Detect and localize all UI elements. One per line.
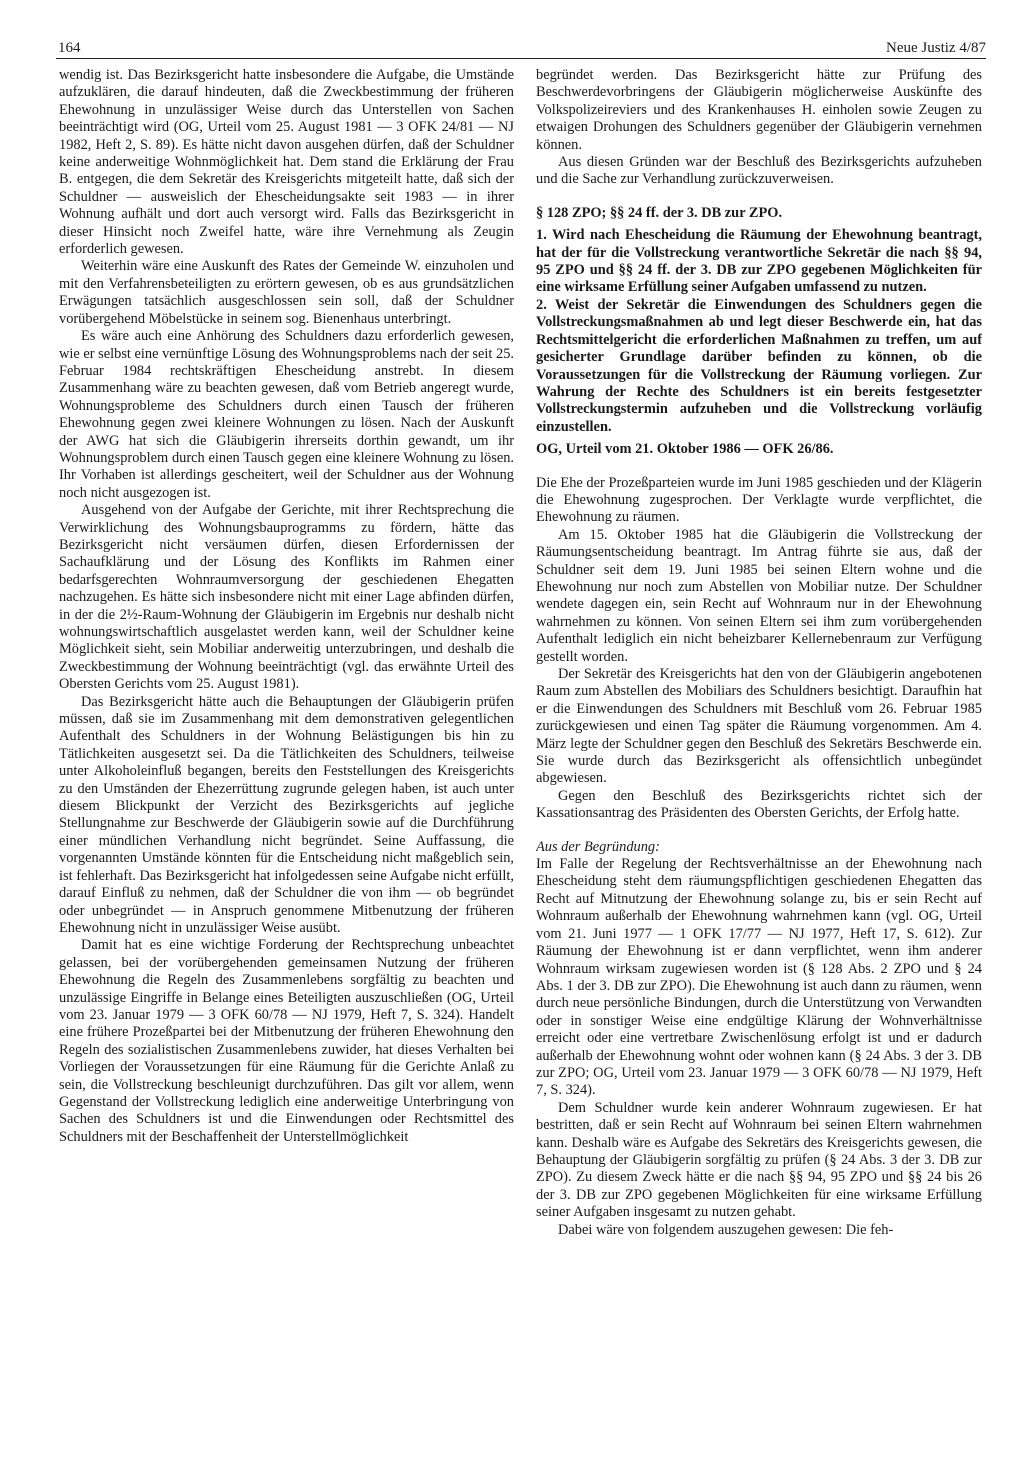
right-column <box>536 67 982 1445</box>
facts-paragraph: Gegen den Beschluß des Bezirksgerichts richtet sich der Kassationsantrag des Präsidenten des Obersten Gerichts, der Erfolg hatte. <box>536 787 982 822</box>
lead-sentence-1: 1. Wird nach Ehescheidung die Räumung der Ehewohnung beantragt, hat der für die Vollstreckung verantwortliche Sekretär die nach §§ 94, 95 ZPO und §§ 24 ff. der 3. DB zur ZPO gegebenen Möglichkeiten für eine wirksame Erfüllung seiner Aufgaben umfassend zu nutzen. <box>536 227 982 296</box>
journal-issue: Neue Justiz 4/87 <box>886 40 986 56</box>
norm-reference: § 128 ZPO; §§ 24 ff. der 3. DB zur ZPO. <box>536 204 783 221</box>
facts-paragraph: Der Sekretär des Kreisgerichts hat den von der Gläubigerin angebotenen Raum zum Abstellen des Mobiliars des Schuldners besichtigt. Daraufhin hat er die Einwendungen des Schuldners mit Beschluß vom 26. Februar 1985 zurückgewiesen und einen Tag später die Räumung vorgenommen. Am 4. März legte der Schuldner gegen den Beschluß des Sekretärs Beschwerde ein. Sie wurde durch das Bezirksgericht als offensichtlich unbegündet abgewiesen. <box>536 666 982 787</box>
paragraph: Es wäre auch eine Anhörung des Schuldners dazu erforderlich gewesen, wie er selbst eine vernünftige Lösung des Wohnungsproblems nach der seit 25. Februar 1984 rechtskräftigen Ehescheidung anstrebt. In diesem Zusammenhang wäre zu beachten gewesen, daß vom Betrieb angeregt wurde, Wohnungsprobleme des Schuldners durch einen Tausch der früheren Ehewohnung gegen zwei kleinere Wohnungen zu lösen. Nach der Auskunft der AWG hat sich die Gläubigerin ihrerseits dorthin gewandt, um ihr Wohnungsproblem durch einen Tausch gegen eine kleinere Wohnung zu lösen. Ihr Vorhaben ist allerdings gescheitert, weil der Schuldner aus der Wohnung noch nicht ausgezogen ist. <box>59 328 514 501</box>
facts-paragraph: Die Ehe der Prozeßparteien wurde im Juni 1985 geschieden und der Klägerin die Ehewohnung zugesprochen. Der Verklagte wurde verpflichtet, die Ehewohnung zu räumen. <box>536 474 982 526</box>
decision-citation: OG, Urteil vom 21. Oktober 1986 — OFK 26/86. <box>536 441 834 458</box>
reasons-heading: Aus der Begründung: <box>536 838 660 855</box>
paragraph: Damit hat es eine wichtige Forderung der Rechtsprechung unbeachtet gelassen, bei der vorübergehenden gemeinsamen Nutzung der früheren Ehewohnung die Regeln des Zusammenlebens sorgfältig zu beachten und unzulässige Eingriffe in Belange eines Beteiligten auszuschließen (OG, Urteil vom 23. Januar 1979 — 3 OFK 60/78 — NJ 1979, Heft 7, S. 324). Handelt eine frühere Prozeßpartei bei der Mitbenutzung der früheren Ehewohnung den Regeln des sozialistischen Zusammenlebens zuwider, hat dieses Verhalten bei Vorliegen der Voraussetzungen für eine Räumung für die Gerichte Anlaß zu sein, die Vollstreckung beschleunigt durchzuführen. Das gilt vor allem, wenn Gegenstand der Vollstreckung lediglich eine anderweitige Unterbringung von Sachen des Schuldners ist und die Einwendungen oder Rechtsmittel des Schuldners mit der Beschaffenheit der Unterstellmöglichkeit <box>59 937 514 1145</box>
reasons-paragraph: Im Falle der Regelung der Rechtsverhältnisse an der Ehewohnung nach Ehescheidung steht dem räumungspflichtigen geschiedenen Ehegatten das Recht auf Mitnutzung der Ehewohnung solange zu, bis er sein Recht auf Wohnraum außerhalb der Ehewohnung wahrnehmen kann (vgl. OG, Urteil vom 21. Juni 1977 — 1 OFK 17/77 — NJ 1977, Heft 17, S. 612). Zur Räumung der Ehewohnung ist er dann verpflichtet, wenn ihm anderer Wohnraum wirksam zugewiesen worden ist (§ 128 Abs. 2 ZPO und § 24 Abs. 1 der 3. DB zur ZPO). Die Ehewohnung ist auch dann zu räumen, wenn durch neue persönliche Bindungen, durch die Unterstützung von Verwandten oder in sonstiger Weise eine endgültige Klärung der Wohnverhältnisse erreicht oder eine vertretbare Zwischenlösung erfolgt ist und er dadurch außerhalb der Ehewohnung wohnt oder wohnen kann (§ 24 Abs. 3 der 3. DB zur ZPO; OG, Urteil vom 23. Januar 1979 — 3 OFK 60/78 — NJ 1979, Heft 7, S. 324). <box>536 856 982 1099</box>
paragraph: begründet werden. Das Bezirksgericht hätte zur Prüfung des Beschwerdevorbringens der Gläubigerin möglicherweise Auskünfte des Volkspolizeireviers und des Krankenhauses H. einholen sowie Zeugen zu etwaigen Drohungen des Schuldners gegenüber der Gläubigerin vernehmen können. <box>536 67 982 153</box>
paragraph: Weiterhin wäre eine Auskunft des Rates der Gemeinde W. einzuholen und mit den Verfahrensbeteiligten zu erörtern gewesen, ob es aus grundsätzlichen Erwägungen tatsächlich ausgeschlossen sein soll, daß der Schuldner vorübergehend Möbelstücke in seinem sog. Bienenhaus unterbringt. <box>59 258 514 327</box>
paragraph: Das Bezirksgericht hätte auch die Behauptungen der Gläubigerin prüfen müssen, daß sie im Zusammenhang mit dem demonstrativen gelegentlichen Aufenthalt des Schuldners in der Wohnung Belästigungen bis hin zu Tätlichkeiten ausgesetzt sei. Da die Tätlichkeiten des Schuldners, teilweise unter Alkoholeinfluß begangen, bereits den Feststellungen des Kreisgerichts zu den Umständen der Ehezerrüttung zugrunde gelegen haben, ist auch unter diesem Blickpunkt der Verzicht des Bezirksgerichts auf jegliche Stellungnahme zur Beschwerde der Gläubigerin sowie auf die Durchführung einer mündlichen Verhandlung nicht begründet. Seine Auffassung, die vorgenannten Umstände könnten für die Entscheidung nicht maßgeblich sein, ist fehlerhaft. Das Bezirksgericht hat infolgedessen seine Aufgabe nicht erfüllt, darauf Einfluß zu nehmen, daß der Schuldner die von ihm — ob begründet oder unbegründet — in Anspruch genommene Mitbenutzung der früheren Ehewohnung nicht in unzulässiger Weise ausübt. <box>59 693 514 936</box>
paragraph: Aus diesen Gründen war der Beschluß des Bezirksgerichts aufzuheben und die Sache zur Verhandlung zurückzuverweisen. <box>536 154 982 188</box>
paragraph: Ausgehend von der Aufgabe der Gerichte, mit ihrer Rechtsprechung die Verwirklichung des Wohnungsbauprogramms zu fördern, hätte das Bezirksgericht nicht versäumen dürfen, diesen Erfordernissen der Sachaufklärung und der Lösung des Konflikts im Rahmen einer bedarfsgerechten Wohnraumversorgung der geschiedenen Ehegatten nachzugehen. Es hätte sich insbesondere nicht mit einer Lage abfinden dürfen, in der die 2½-Raum-Wohnung der Gläubigerin im Ergebnis nur deshalb nicht wohnungswirtschaftlich ausgelastet werden kann, weil der Schuldner keine Möglichkeit sieht, sein Mobiliar anderweitig unterzubringen, und deshalb die Zweckbestimmung der Wohnung beeinträchtigt (vgl. das erwähnte Urteil des Obersten Gerichts vom 25. August 1981). <box>59 502 514 693</box>
page-header <box>56 40 986 59</box>
reasons-paragraph: Dabei wäre von folgendem auszugehen gewesen: Die feh- <box>558 1221 894 1238</box>
facts-paragraph: Am 15. Oktober 1985 hat die Gläubigerin die Vollstreckung der Räumungsentscheidung beantragt. Im Antrag führte sie aus, daß der Schuldner seit dem 19. Juni 1985 bei seinen Eltern wohne und die Ehewohnung nur noch zum Abstellen von Mobiliar nutze. Der Schuldner wendete dagegen ein, sein Recht auf Wohnraum nur in der Ehewohnung wahrnehmen zu können. Von seinen Eltern sei ihm zum vorübergehenden Aufenthalt lediglich ein nicht beheizbarer Kellernebenraum zur Verfügung gestellt worden. <box>536 526 982 665</box>
reasons-paragraph: Dem Schuldner wurde kein anderer Wohnraum zugewiesen. Er hat bestritten, daß er sein Recht auf Wohnraum bei seinen Eltern wahrnehmen kann. Deshalb wäre es Aufgabe des Sekretärs des Kreisgerichts gewesen, die Behauptung der Gläubigerin sorgfältig zu prüfen (§ 24 Abs. 3 der 3. DB zur ZPO). Zu diesem Zweck hätte er die nach §§ 94, 95 ZPO und §§ 24 bis 26 der 3. DB zur ZPO gegebenen Möglichkeiten für eine wirksame Erfüllung seiner Aufgaben insgesamt zu nutzen gehabt. <box>536 1099 982 1221</box>
page-number: 164 <box>58 40 81 56</box>
lead-sentence-2: 2. Weist der Sekretär die Einwendungen des Schuldners gegen die Vollstreckungsmaßnahmen ab und legt dieser Beschwerde ein, hat das Rechtsmittelgericht die erforderlichen Maßnahmen zu treffen, um auf gesicherter Grundlage darüber befinden zu können, ob die Voraussetzungen für die Vollstreckung der Räumung vorliegen. Zur Wahrung der Rechte des Schuldners ist ein bereits festgesetzter Vollstreckungstermin aufzuheben und die Vollstreckung vorläufig einzustellen. <box>536 296 982 435</box>
left-column <box>59 67 514 1445</box>
paragraph: wendig ist. Das Bezirksgericht hatte insbesondere die Aufgabe, die Umstände aufzuklären, die darauf hindeuten, daß die Zweckbestimmung der früheren Ehewohnung in unzulässiger Weise durch das Unterstellen von Sachen beeinträchtigt wird (OG, Urteil vom 25. August 1981 — 3 OFK 24/81 — NJ 1982, Heft 2, S. 89). Es hätte nicht davon ausgehen dürfen, daß der Schuldner keine anderweitige Wohnmöglichkeit hat. Dem stand die Erklärung der Frau B. entgegen, die dem Sekretär des Kreisgerichts mitgeteilt hatte, daß sich der Schuldner — ausweislich der Ehescheidungsakte seit 1983 — in ihrer Wohnung aufhält und dort auch versorgt wird. Falls das Bezirksgericht in dieser Hinsicht noch Zweifel hatte, wäre ihre Vernehmung als Zeugin erforderlich gewesen. <box>59 67 514 258</box>
